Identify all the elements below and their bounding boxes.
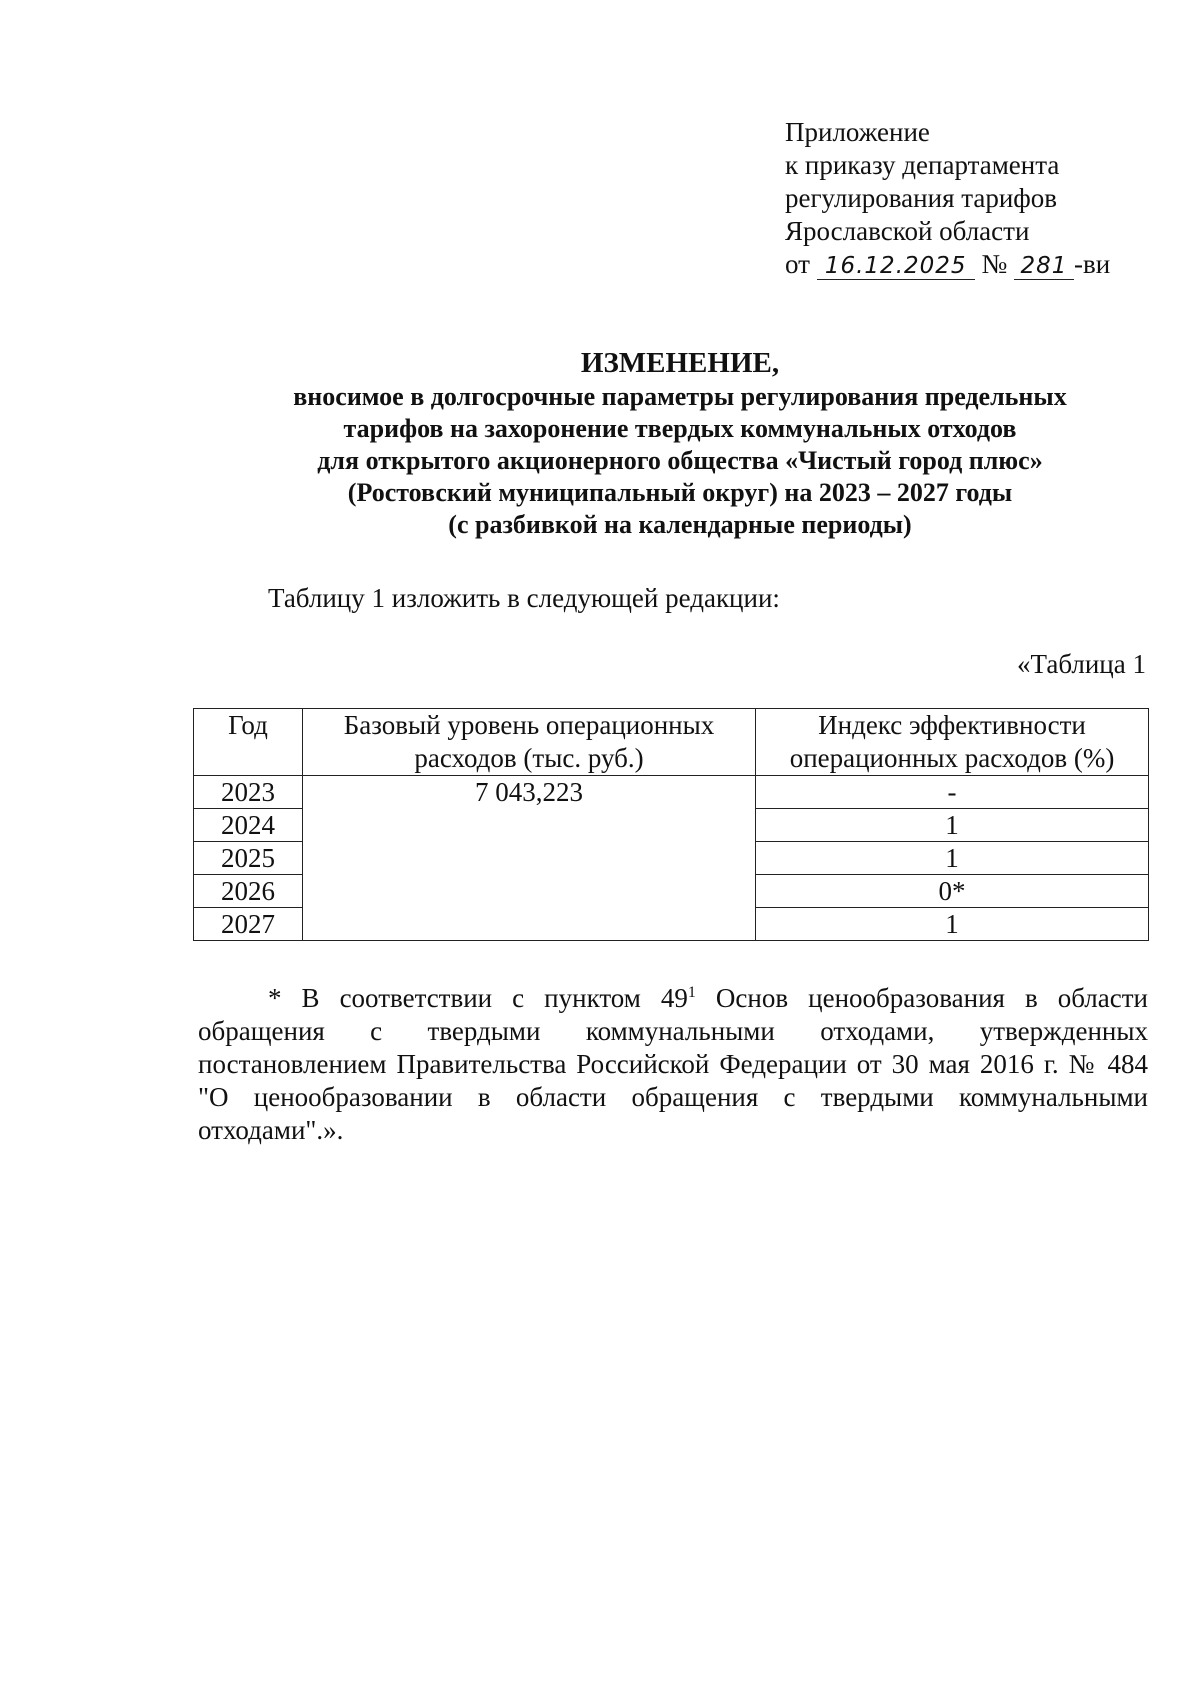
appendix-line: Приложение <box>785 117 930 147</box>
year-cell: 2026 <box>194 875 303 908</box>
title-line: (с разбивкой на календарные периоды) <box>448 510 912 539</box>
title-heading: ИЗМЕНЕНИЕ, <box>580 347 780 379</box>
title-line: (Ростовский муниципальный округ) на 2023 – 2027 годы <box>347 478 1013 507</box>
table-row <box>194 776 1149 809</box>
year-cell: 2027 <box>194 908 303 941</box>
tariff-table <box>193 708 1149 941</box>
title-line: вносимое в долгосрочные параметры регулирования предельных <box>293 382 1067 411</box>
footnote-paragraph <box>198 982 1148 1147</box>
order-date-number-line <box>785 248 1185 281</box>
year-cell: 2025 <box>194 842 303 875</box>
index-cell: - <box>756 776 1149 809</box>
lead-paragraph: Таблицу 1 изложить в следующей редакции: <box>268 583 780 613</box>
table-caption: «Таблица 1 <box>1017 649 1146 679</box>
appendix-line: Ярославской области <box>785 216 1030 246</box>
index-cell: 0* <box>756 875 1149 908</box>
document-title <box>130 345 1200 541</box>
table-header-row <box>194 709 1149 776</box>
handwritten-date: 16.12.2025 <box>817 253 975 280</box>
year-cell: 2023 <box>194 776 303 809</box>
index-cell: 1 <box>756 842 1149 875</box>
appendix-line: к приказу департамента <box>785 150 1060 180</box>
header-year: Год <box>194 709 303 776</box>
base-level-cell: 7 043,223 <box>303 776 756 941</box>
title-line: тарифов на захоронение твердых коммунальных отходов <box>343 414 1017 443</box>
index-cell: 1 <box>756 809 1149 842</box>
number-sign: № <box>981 249 1008 279</box>
year-cell: 2024 <box>194 809 303 842</box>
footnote-superscript: 1 <box>687 984 696 1001</box>
index-cell: 1 <box>756 908 1149 941</box>
header-efficiency-index: Индекс эффективности операционных расходов (%) <box>756 709 1149 776</box>
header-base-level: Базовый уровень операционных расходов (тыс. руб.) <box>303 709 756 776</box>
appendix-line: регулирования тарифов <box>785 183 1058 213</box>
handwritten-number: 281 <box>1014 253 1074 280</box>
footnote-text-rest: Основ ценообразования в области обращения с твердыми коммунальными отходами, утвержденных постановлением Правительства Российской Федерации от 30 мая 2016 г. № 484 "О ценообразовании в области обращения с твердыми коммунальными отходами".». <box>198 983 1148 1145</box>
title-line: для открытого акционерного общества «Чистый город плюс» <box>317 446 1043 475</box>
number-suffix: -ви <box>1073 249 1111 279</box>
footnote <box>198 982 1148 1147</box>
footnote-text-start: * В соответствии с пунктом 49 <box>268 983 688 1013</box>
appendix-block <box>785 116 1185 281</box>
from-prefix: от <box>785 249 810 279</box>
